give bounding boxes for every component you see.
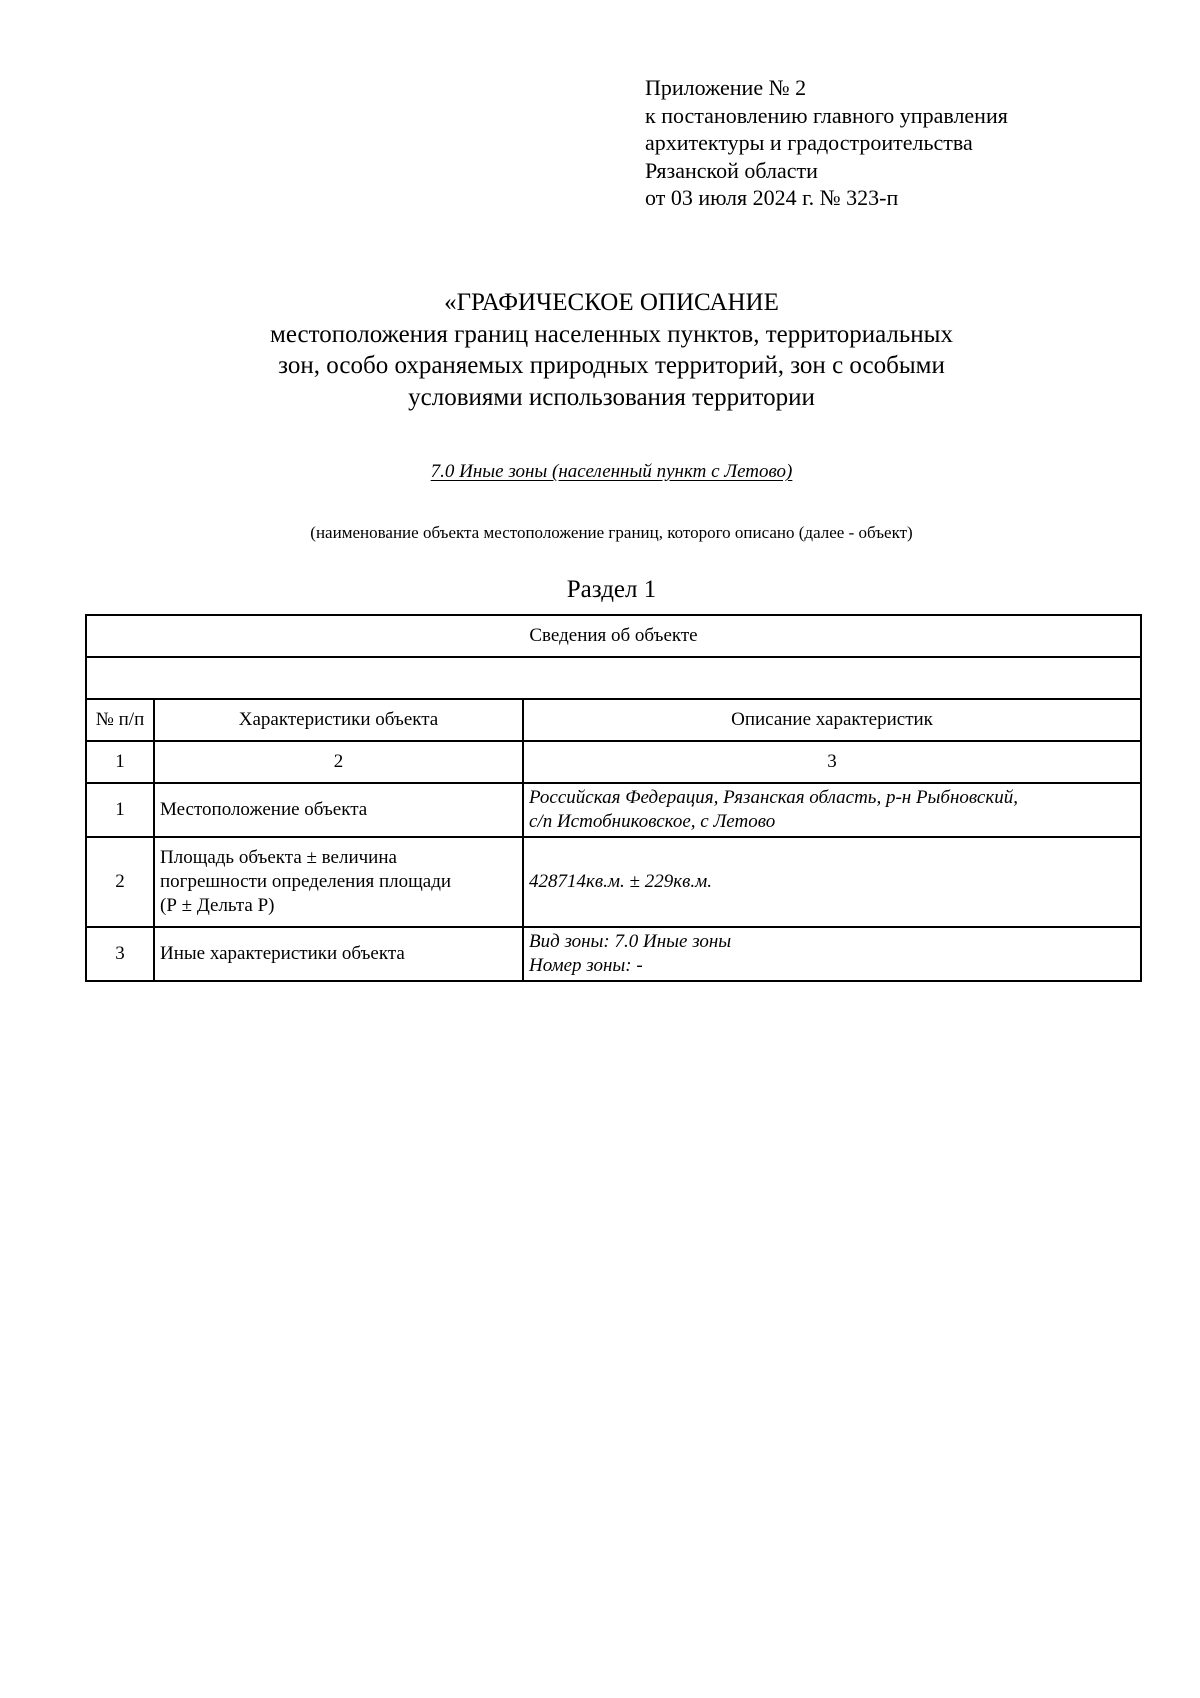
title-line: местоположения границ населенных пунктов, территориальных — [270, 320, 953, 348]
object-caption: (наименование объекта местоположение границ, которого описано (далее - объект) — [310, 523, 913, 542]
column-number: 2 — [154, 741, 523, 783]
annex-date-number: от 03 июля 2024 г. № 323-п — [645, 185, 899, 210]
column-number: 1 — [86, 741, 154, 783]
characteristic-line: (Р ± Дельта Р) — [160, 895, 275, 916]
header-description: Описание характеристик — [523, 699, 1141, 741]
title-line: зон, особо охраняемых природных территорий, зон с особыми — [278, 352, 945, 379]
annex-number: Приложение № 2 — [645, 75, 807, 100]
table-row — [86, 927, 1141, 981]
row-characteristic — [154, 837, 523, 927]
object-name-text: 7.0 Иные зоны (населенный пункт с Летово) — [430, 461, 793, 482]
description-line: Российская Федерация, Рязанская область, р-н Рыбновский, — [529, 787, 1018, 808]
row-description: 428714кв.м. ± 229кв.м. — [523, 837, 1141, 927]
table-header-row — [86, 699, 1141, 741]
column-number: 3 — [523, 741, 1141, 783]
annex-reference-line: к постановлению главного управления — [645, 102, 1008, 128]
table-caption: Сведения об объекте — [86, 615, 1141, 657]
table-row — [86, 783, 1141, 837]
row-number: 1 — [86, 783, 154, 837]
description-line: Вид зоны: 7.0 Иные зоны — [529, 931, 732, 952]
object-name — [0, 461, 1200, 483]
section-title: Раздел 1 — [566, 576, 657, 603]
table-row — [86, 837, 1141, 927]
characteristic-line: Площадь объекта ± величина — [160, 847, 397, 868]
title-line: «ГРАФИЧЕСКОЕ ОПИСАНИЕ — [444, 289, 779, 316]
empty-cell — [86, 657, 1141, 699]
row-number: 2 — [86, 837, 154, 927]
document-title — [0, 287, 1200, 413]
annex-reference-line: архитектуры и градостроительства — [645, 130, 973, 155]
characteristic-line: погрешности определения площади — [160, 871, 452, 892]
description-line: Номер зоны: - — [529, 955, 643, 976]
column-number-row — [86, 741, 1141, 783]
header-num: № п/п — [86, 699, 154, 741]
header-characteristics: Характеристики объекта — [154, 699, 523, 741]
table-caption-row — [86, 615, 1141, 657]
description-line: с/п Истобниковское, с Летово — [529, 811, 776, 832]
annex-reference-line: Рязанской области — [645, 157, 818, 183]
row-description — [523, 783, 1141, 837]
object-info-table — [85, 614, 1142, 982]
row-characteristic: Иные характеристики объекта — [154, 927, 523, 981]
annex-header — [645, 74, 1008, 212]
row-characteristic: Местоположение объекта — [154, 783, 523, 837]
table-empty-row — [86, 657, 1141, 699]
row-description — [523, 927, 1141, 981]
title-line: условиями использования территории — [408, 383, 815, 411]
row-number: 3 — [86, 927, 154, 981]
